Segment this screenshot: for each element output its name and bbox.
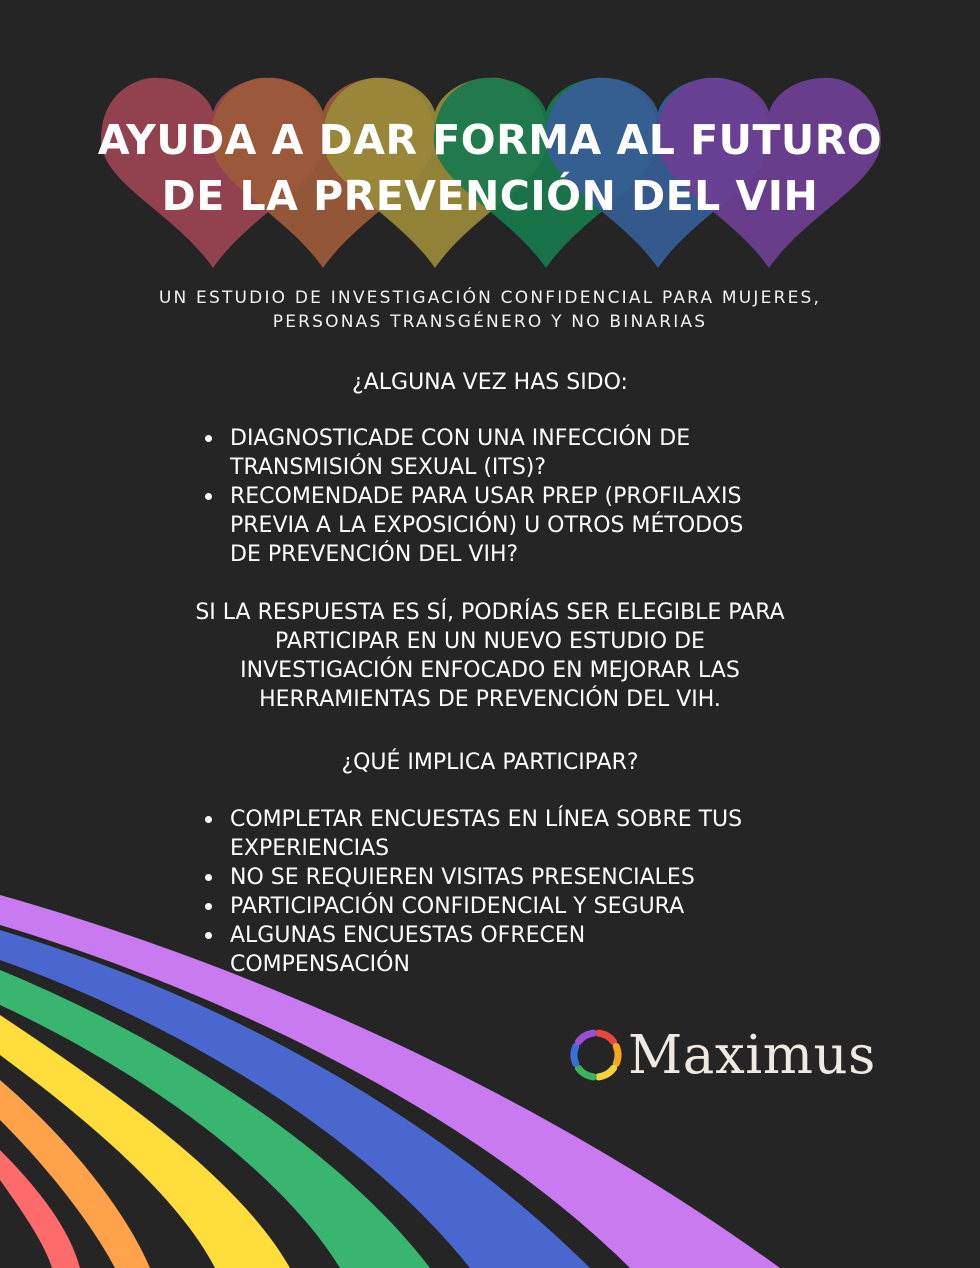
eligibility-paragraph: SI LA RESPUESTA ES SÍ, PODRÍAS SER ELEGIBLE PARA PARTICIPAR EN UN NUEVO ESTUDIO DE INVESTIGACIÓN ENFOCADO EN MEJORAR LAS HERRAMIENTAS DE PREVENCIÓN DEL VIH. [195, 600, 785, 712]
page-subtitle [0, 286, 980, 334]
subtitle-line-2: PERSONAS TRANSGÉNERO Y NO BINARIAS [272, 312, 708, 332]
logo-ring-segment [578, 1068, 593, 1077]
maximus-ring-logo-icon [566, 1025, 626, 1085]
logo-ring-segment [599, 1068, 614, 1077]
maximus-logo [566, 1020, 876, 1090]
title-line-2: DE LA PREVENCIÓN DEL VIH [161, 172, 819, 220]
list-item: ALGUNAS ENCUESTAS OFRECEN COMPENSACIÓN [200, 921, 820, 979]
participation-question: ¿QUÉ IMPLICA PARTICIPAR? [341, 750, 639, 775]
participation-list [200, 805, 820, 979]
logo-ring-segment [574, 1046, 576, 1063]
logo-ring-segment [599, 1033, 614, 1042]
list-item: PARTICIPACIÓN CONFIDENCIAL Y SEGURA [200, 892, 820, 921]
criteria-list [200, 424, 820, 569]
logo-wordmark: Maximus [628, 1024, 876, 1086]
page-title [0, 112, 980, 224]
list-item: COMPLETAR ENCUESTAS EN LÍNEA SOBRE TUS EXPERIENCIAS [200, 805, 820, 863]
eligibility-question: ¿ALGUNA VEZ HAS SIDO: [352, 370, 628, 395]
title-line-1: AYUDA A DAR FORMA AL FUTURO [97, 116, 883, 164]
list-item: NO SE REQUIEREN VISITAS PRESENCIALES [200, 863, 820, 892]
list-item: DIAGNOSTICADE CON UNA INFECCIÓN DE TRANSMISIÓN SEXUAL (ITS)? [200, 424, 820, 482]
subtitle-line-1: UN ESTUDIO DE INVESTIGACIÓN CONFIDENCIAL PARA MUJERES, [158, 288, 822, 308]
logo-ring-segment [578, 1033, 593, 1042]
logo-ring-segment [616, 1046, 618, 1063]
list-item: RECOMENDADE PARA USAR PREP (PROFILAXIS PREVIA A LA EXPOSICIÓN) U OTROS MÉTODOS DE PREVENCIÓN DEL VIH? [200, 482, 820, 569]
